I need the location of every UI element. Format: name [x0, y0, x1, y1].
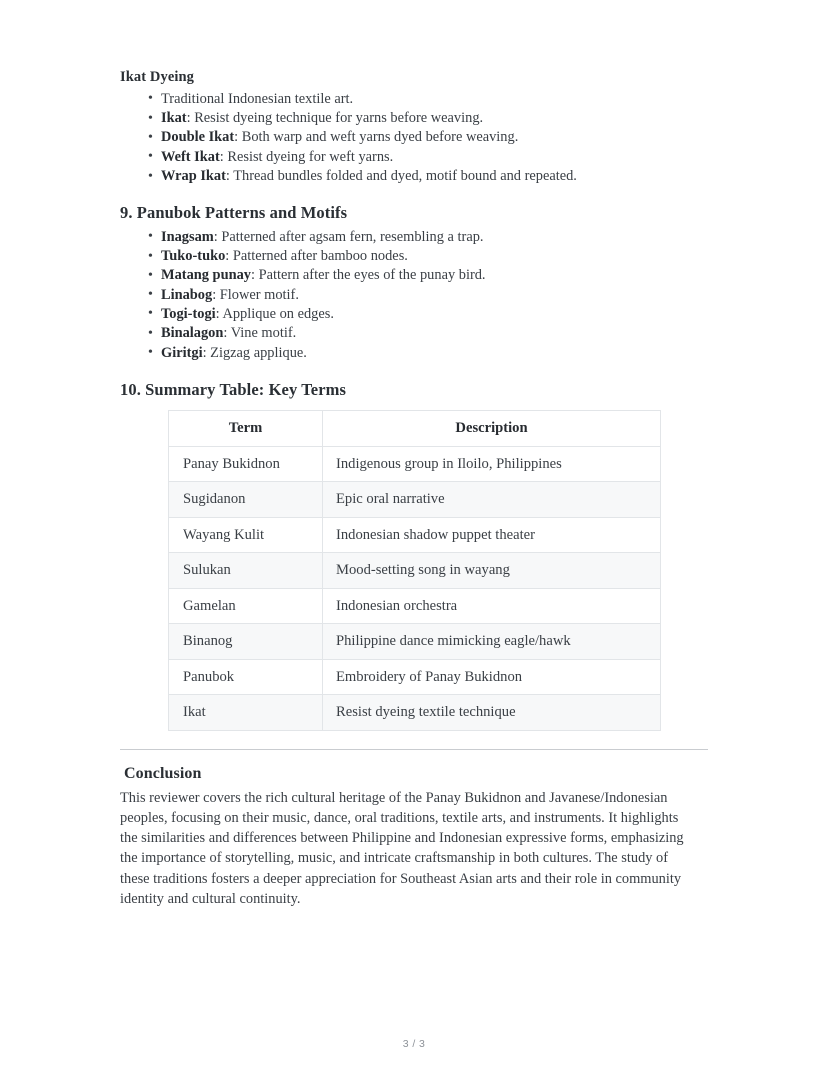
heading-panubok-patterns: 9. Panubok Patterns and Motifs	[120, 203, 348, 223]
list-item-term: Tuko-tuko	[161, 248, 226, 265]
table-body	[169, 446, 661, 730]
table-row	[169, 624, 661, 660]
table-row	[169, 446, 661, 482]
cell-term: Panubok	[169, 659, 323, 695]
list-item-term: Weft Ikat	[161, 148, 220, 165]
list-item-term: Ikat	[161, 110, 187, 127]
cell-term: Binanog	[169, 624, 323, 660]
list-item	[120, 167, 710, 186]
list-item	[120, 128, 710, 147]
list-item	[120, 90, 710, 109]
list-item-term: Giritgi	[161, 344, 203, 361]
list-item-text: : Resist dyeing technique for yarns before weaving.	[186, 110, 484, 127]
cell-description: Philippine dance mimicking eagle/hawk	[323, 624, 661, 660]
cell-term: Wayang Kulit	[169, 517, 323, 553]
list-item-text: : Pattern after the eyes of the punay bird.	[250, 267, 486, 284]
table-header-row	[169, 411, 661, 447]
column-header-description: Description	[323, 411, 661, 447]
cell-description: Indonesian orchestra	[323, 588, 661, 624]
list-item-text: : Zigzag applique.	[202, 344, 307, 361]
list-item-term: Inagsam	[161, 228, 214, 245]
list-item	[120, 228, 710, 247]
list-item-text: Traditional Indonesian textile art.	[161, 90, 354, 107]
heading-summary-table: 10. Summary Table: Key Terms	[120, 379, 347, 399]
cell-term: Sulukan	[169, 553, 323, 589]
list-item-text: : Patterned after bamboo nodes.	[225, 248, 408, 265]
cell-term: Gamelan	[169, 588, 323, 624]
cell-term: Sugidanon	[169, 482, 323, 518]
list-item	[120, 109, 710, 128]
list-item-text: : Thread bundles folded and dyed, motif bound and repeated.	[225, 168, 577, 185]
section-divider	[120, 749, 708, 750]
list-item-text: : Flower motif.	[212, 286, 299, 303]
cell-description: Resist dyeing textile technique	[323, 695, 661, 731]
column-header-term: Term	[169, 411, 323, 447]
cell-description: Embroidery of Panay Bukidnon	[323, 659, 661, 695]
page-indicator: 3 / 3	[402, 1038, 426, 1050]
list-item	[120, 148, 710, 167]
page-footer	[0, 1038, 828, 1050]
list-item-text: : Applique on edges.	[215, 305, 334, 322]
cell-term: Panay Bukidnon	[169, 446, 323, 482]
list-item-term: Double Ikat	[161, 129, 235, 146]
heading-conclusion: Conclusion	[124, 764, 202, 782]
list-item-term: Linabog	[161, 286, 213, 303]
table-row	[169, 695, 661, 731]
table-row	[169, 553, 661, 589]
list-item-term: Binalagon	[161, 325, 224, 342]
list-item-term: Togi-togi	[161, 305, 216, 322]
cell-description: Epic oral narrative	[323, 482, 661, 518]
table-row	[169, 659, 661, 695]
cell-description: Indonesian shadow puppet theater	[323, 517, 661, 553]
list-panubok-patterns	[120, 228, 710, 363]
list-item	[120, 286, 710, 305]
table-row	[169, 588, 661, 624]
page-content	[120, 68, 710, 909]
list-item-text: : Resist dyeing for weft yarns.	[219, 148, 394, 165]
list-ikat-dyeing	[120, 90, 710, 186]
list-item-term: Matang punay	[161, 267, 251, 284]
list-item-term: Wrap Ikat	[161, 168, 226, 185]
cell-term: Ikat	[169, 695, 323, 731]
summary-table-wrapper	[168, 410, 710, 731]
table-header	[169, 411, 661, 447]
summary-table	[168, 410, 661, 731]
list-item	[120, 247, 710, 266]
table-row	[169, 517, 661, 553]
heading-ikat-dyeing: Ikat Dyeing	[120, 69, 195, 85]
list-item-text: : Both warp and weft yarns dyed before weaving.	[234, 129, 519, 146]
conclusion-paragraph: This reviewer covers the rich cultural heritage of the Panay Bukidnon and Javanese/Indonesian peoples, focusing on their music, dance, oral traditions, textile arts, and instruments. It highlights the similarities and differences between Philippine and Indonesian expressive forms, emphasizing the importance of storytelling, music, and intricate craftsmanship in both cultures. The study of these traditions fosters a deeper appreciation for Southeast Asian arts and their role in community identity and cultural continuity.	[120, 789, 684, 908]
table-row	[169, 482, 661, 518]
list-item	[120, 305, 710, 324]
list-item	[120, 344, 710, 363]
cell-description: Indigenous group in Iloilo, Philippines	[323, 446, 661, 482]
list-item	[120, 324, 710, 343]
list-item-text: : Vine motif.	[223, 325, 297, 342]
cell-description: Mood-setting song in wayang	[323, 553, 661, 589]
list-item	[120, 266, 710, 285]
list-item-text: : Patterned after agsam fern, resembling a trap.	[213, 228, 484, 245]
